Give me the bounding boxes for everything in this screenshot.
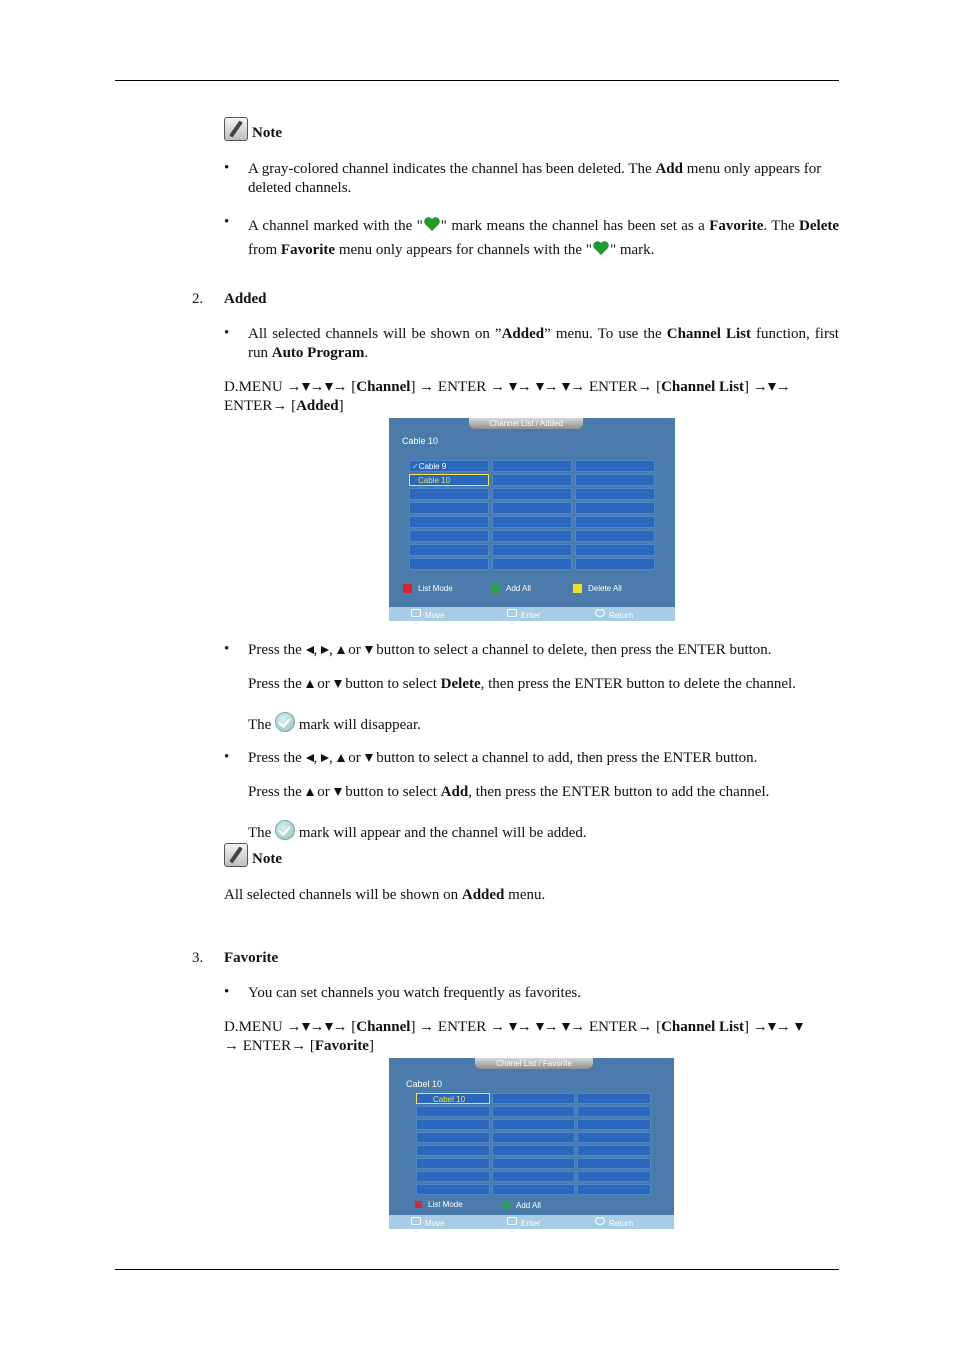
section-heading: Favorite bbox=[224, 950, 279, 966]
note-icon bbox=[224, 117, 248, 141]
down-arrow-icon bbox=[302, 383, 310, 391]
channel-cell[interactable] bbox=[575, 516, 655, 528]
channel-cell[interactable] bbox=[575, 544, 655, 556]
bullet: • bbox=[224, 749, 230, 765]
channel-cell[interactable] bbox=[577, 1184, 651, 1195]
channel-cell[interactable] bbox=[416, 1158, 490, 1169]
added-step-add-3: The mark will appear and the channel will be added. bbox=[248, 820, 839, 843]
footer-enter: Enter bbox=[507, 609, 521, 618]
up-arrow-icon bbox=[306, 680, 314, 688]
channel-cell[interactable]: ✓Cable 9 bbox=[409, 460, 489, 472]
channel-cell[interactable] bbox=[409, 502, 489, 514]
bullet: • bbox=[224, 160, 230, 176]
red-button-icon bbox=[403, 584, 412, 593]
down-arrow-icon bbox=[325, 1023, 333, 1031]
channel-grid bbox=[416, 1093, 651, 1195]
note-label: Note bbox=[252, 125, 282, 141]
move-icon bbox=[411, 609, 421, 617]
heart-icon bbox=[592, 240, 610, 256]
legend-add-all[interactable]: Add All bbox=[503, 1201, 541, 1210]
return-icon bbox=[595, 609, 605, 617]
channel-cell[interactable] bbox=[416, 1132, 490, 1143]
down-arrow-icon bbox=[365, 754, 373, 762]
legend-list-mode[interactable]: List Mode bbox=[415, 1200, 463, 1209]
down-arrow-icon bbox=[325, 383, 333, 391]
channel-cell[interactable] bbox=[492, 502, 572, 514]
bullet: • bbox=[224, 214, 230, 230]
channel-cell[interactable] bbox=[492, 1132, 575, 1143]
channel-cell[interactable] bbox=[409, 530, 489, 542]
down-arrow-icon bbox=[302, 1023, 310, 1031]
channel-cell-selected[interactable]: Cabel 10 bbox=[416, 1093, 490, 1104]
bullet: • bbox=[224, 984, 230, 1000]
yellow-button-icon bbox=[573, 584, 582, 593]
channel-cell[interactable] bbox=[416, 1184, 490, 1195]
up-arrow-icon bbox=[306, 788, 314, 796]
added-step-delete-3: The mark will disappear. bbox=[248, 712, 839, 735]
down-arrow-icon bbox=[509, 383, 517, 391]
channel-cell[interactable] bbox=[416, 1106, 490, 1117]
footer-return: Return bbox=[595, 609, 609, 618]
channel-cell[interactable] bbox=[575, 474, 655, 486]
note-label: Note bbox=[252, 851, 282, 867]
added-step-add: Press the , , or button to select a channel to add, then press the ENTER button. bbox=[248, 750, 758, 766]
channel-cell[interactable] bbox=[577, 1093, 651, 1104]
section-number: 2. bbox=[192, 291, 204, 307]
channel-grid bbox=[409, 460, 655, 570]
footer-move: Move bbox=[411, 1217, 425, 1226]
added-menu-path: D.MENU → → → [Channel] → ENTER → → → → ENTER→ [Channel List] → → ENTER→ [Added] bbox=[224, 379, 791, 414]
added-step-add-2: Press the or button to select Add, then press the ENTER button to add the channel. bbox=[248, 784, 770, 800]
added-note-text: All selected channels will be shown on Added menu. bbox=[224, 887, 546, 903]
legend-list-mode[interactable]: List Mode bbox=[403, 584, 453, 593]
right-arrow-icon bbox=[321, 646, 329, 654]
right-arrow-icon bbox=[321, 754, 329, 762]
down-arrow-icon bbox=[768, 383, 776, 391]
left-arrow-icon bbox=[306, 646, 314, 654]
section-number: 3. bbox=[192, 950, 204, 966]
channel-cell[interactable] bbox=[577, 1132, 651, 1143]
channel-cell[interactable] bbox=[492, 488, 572, 500]
channel-cell[interactable] bbox=[575, 558, 655, 570]
down-arrow-icon bbox=[536, 1023, 544, 1031]
footer-return: Return bbox=[595, 1217, 609, 1226]
channel-list-added-screen bbox=[389, 418, 675, 621]
channel-cell[interactable] bbox=[577, 1171, 651, 1182]
channel-cell[interactable] bbox=[492, 1171, 575, 1182]
current-channel: Cabel 10 bbox=[406, 1079, 443, 1089]
added-intro: All selected channels will be shown on ”Added” menu. To use the Channel List function, first run Auto Program. bbox=[248, 326, 839, 361]
footer-rule bbox=[115, 1269, 839, 1270]
channel-cell[interactable] bbox=[409, 516, 489, 528]
heart-icon bbox=[423, 216, 441, 232]
down-arrow-icon bbox=[334, 680, 342, 688]
note-icon bbox=[224, 843, 248, 867]
channel-cell[interactable] bbox=[492, 474, 572, 486]
note-heading bbox=[224, 117, 282, 141]
enter-icon bbox=[507, 609, 517, 617]
channel-cell[interactable] bbox=[575, 460, 655, 472]
down-arrow-icon bbox=[509, 1023, 517, 1031]
down-arrow-icon bbox=[334, 788, 342, 796]
channel-cell[interactable] bbox=[492, 1106, 575, 1117]
channel-cell[interactable] bbox=[409, 488, 489, 500]
up-arrow-icon bbox=[337, 646, 345, 654]
section-heading: Added bbox=[224, 291, 267, 307]
channel-cell[interactable] bbox=[492, 1145, 575, 1156]
up-arrow-icon bbox=[337, 754, 345, 762]
added-step-delete: Press the , , or button to select a channel to delete, then press the ENTER button. bbox=[248, 642, 772, 658]
channel-cell[interactable] bbox=[577, 1119, 651, 1130]
channel-cell[interactable] bbox=[575, 502, 655, 514]
note-bullet-1: A gray-colored channel indicates the channel has been deleted. The Add menu only appears for deleted channels. bbox=[248, 161, 822, 196]
footer-move: Move bbox=[411, 609, 425, 618]
channel-cell[interactable] bbox=[492, 1158, 575, 1169]
header-rule bbox=[115, 80, 839, 81]
green-button-icon bbox=[491, 584, 500, 593]
current-channel: Cable 10 bbox=[402, 436, 439, 446]
channel-cell[interactable] bbox=[492, 1184, 575, 1195]
channel-cell[interactable] bbox=[492, 530, 572, 542]
channel-cell[interactable] bbox=[416, 1119, 490, 1130]
note-heading bbox=[224, 843, 282, 867]
down-arrow-icon bbox=[536, 383, 544, 391]
move-icon bbox=[411, 1217, 421, 1225]
footer-enter: Enter bbox=[507, 1217, 521, 1226]
channel-cell[interactable] bbox=[492, 1093, 575, 1104]
note-bullet-2: A channel marked with the " " mark means the channel has been set as a Favorite. The Delete from Favorite menu only appears for channels with the " " mark. bbox=[248, 218, 839, 258]
channel-cell[interactable] bbox=[416, 1171, 490, 1182]
channel-cell[interactable] bbox=[416, 1145, 490, 1156]
channel-cell[interactable] bbox=[492, 544, 572, 556]
channel-cell[interactable] bbox=[577, 1158, 651, 1169]
check-icon bbox=[275, 712, 295, 732]
down-arrow-icon bbox=[768, 1023, 776, 1031]
added-step-delete-2: Press the or button to select Delete, then press the ENTER button to delete the channel. bbox=[248, 676, 796, 692]
bullet: • bbox=[224, 325, 230, 341]
channel-cell[interactable] bbox=[492, 516, 572, 528]
down-arrow-icon bbox=[795, 1023, 803, 1031]
check-icon bbox=[275, 820, 295, 840]
channel-cell[interactable] bbox=[492, 1119, 575, 1130]
red-button-icon bbox=[415, 1201, 422, 1208]
enter-icon bbox=[507, 1217, 517, 1225]
left-arrow-icon bbox=[306, 754, 314, 762]
channel-cell-selected[interactable]: Cable 10 bbox=[409, 474, 489, 486]
channel-cell[interactable] bbox=[409, 544, 489, 556]
check-icon: ✓ bbox=[412, 462, 419, 471]
channel-cell[interactable] bbox=[575, 530, 655, 542]
channel-cell[interactable] bbox=[577, 1106, 651, 1117]
favorite-intro: You can set channels you watch frequently as favorites. bbox=[248, 985, 581, 1001]
favorite-menu-path: D.MENU → → → [Channel] → ENTER → → → → ENTER→ [Channel List] → → → ENTER→ [Favorite] bbox=[224, 1018, 839, 1056]
channel-cell[interactable] bbox=[409, 558, 489, 570]
green-button-icon bbox=[503, 1202, 510, 1209]
channel-cell[interactable] bbox=[492, 558, 572, 570]
screen-title: Chanel List / Favorite bbox=[475, 1058, 593, 1069]
screen-footer bbox=[389, 1215, 674, 1229]
legend-add-all[interactable]: Add All bbox=[491, 584, 531, 593]
down-arrow-icon bbox=[365, 646, 373, 654]
channel-list-favorite-screen bbox=[389, 1058, 674, 1229]
legend-delete-all[interactable]: Delete All bbox=[573, 584, 622, 593]
channel-cell[interactable] bbox=[575, 488, 655, 500]
channel-cell[interactable] bbox=[492, 460, 572, 472]
bullet: • bbox=[224, 641, 230, 657]
screen-title: Channel List / Added bbox=[469, 418, 583, 429]
channel-cell[interactable] bbox=[577, 1145, 651, 1156]
screen-footer bbox=[389, 607, 675, 621]
return-icon bbox=[595, 1217, 605, 1225]
